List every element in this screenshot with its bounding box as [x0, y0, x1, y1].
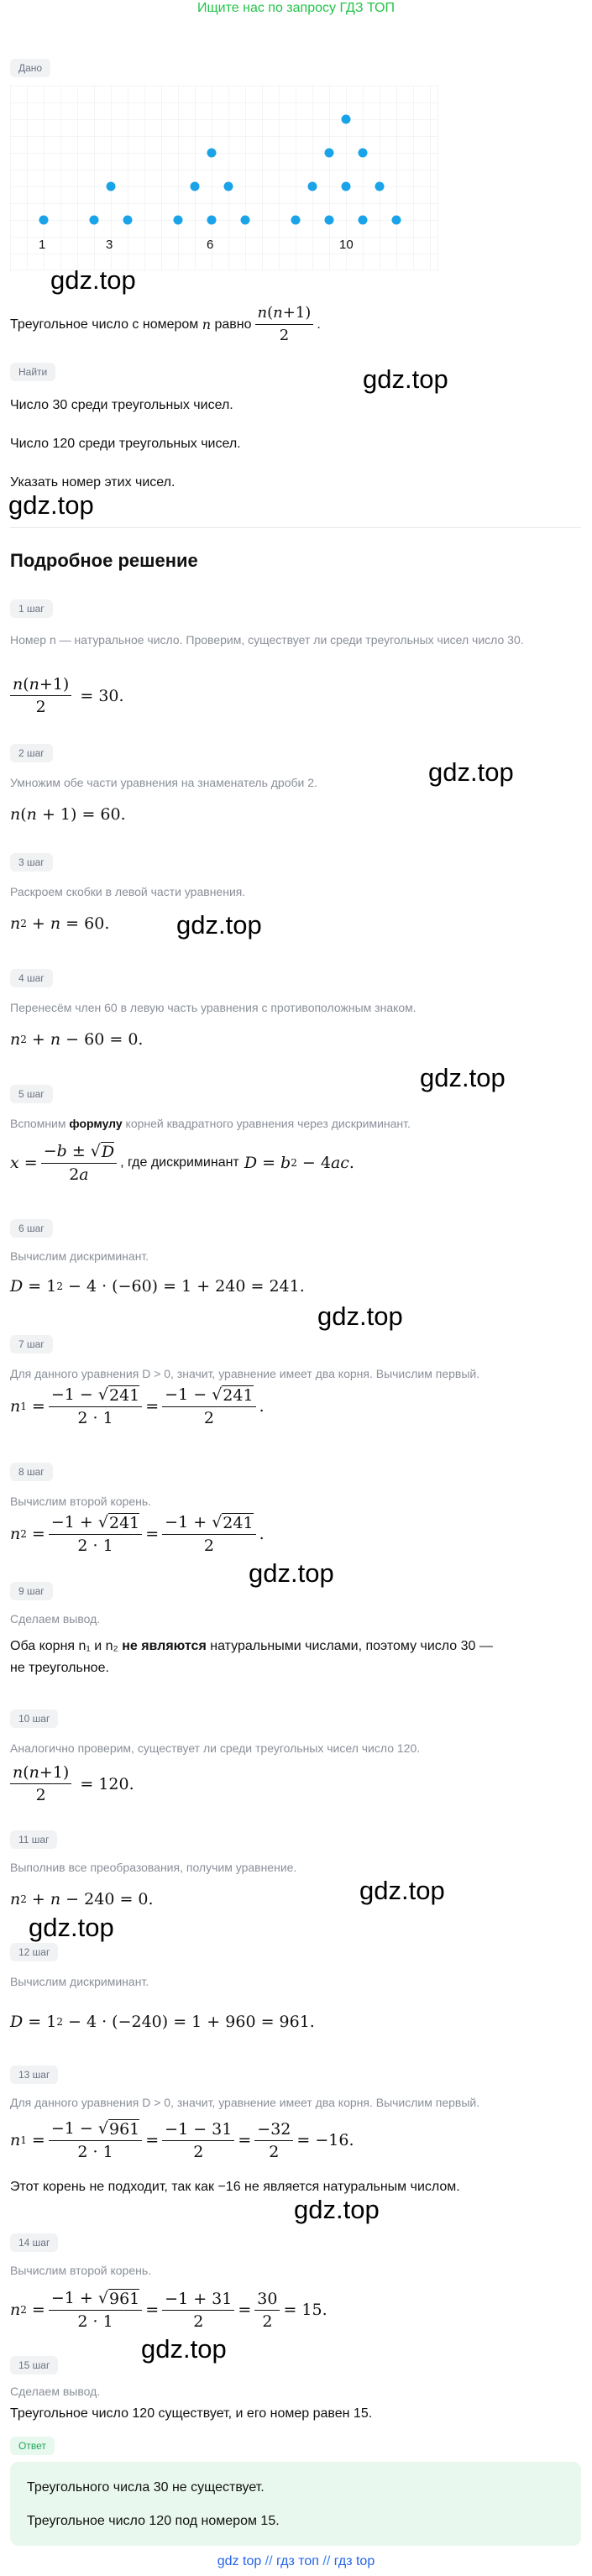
dot: [342, 115, 351, 124]
step-text: Вычислим второй корень.: [10, 1495, 152, 1508]
step-formula: n 1 = −1 − √ 241 2 · 1 = −1 − √ 241 2 .: [10, 1385, 265, 1427]
dot: [308, 182, 317, 191]
step-badge: 2 шаг: [10, 744, 53, 762]
footer-link[interactable]: гдз top: [333, 2554, 375, 2568]
dot: [325, 216, 334, 225]
footer-link[interactable]: гдз топ: [276, 2554, 319, 2568]
step-badge: 10 шаг: [10, 1709, 58, 1728]
conclusion-text: Оба корня n₁ и n₂ не являются натуральными числами, поэтому число 30 —: [10, 1639, 493, 1653]
step-badge: 11 шаг: [10, 1830, 57, 1849]
step-badge: 8 шаг: [10, 1463, 53, 1481]
answer-line: Треугольного числа 30 не существует.: [27, 2480, 265, 2495]
dot: [291, 216, 301, 225]
top-search-link[interactable]: Ищите нас по запросу ГДЗ ТОП: [197, 1, 395, 15]
step-text: Перенесём член 60 в левую часть уравнения с противоположным знаком.: [10, 1001, 416, 1014]
answer-badge: Ответ: [10, 2437, 55, 2455]
conclusion-text: не треугольное.: [10, 1661, 109, 1675]
step-text: Вычислим дискриминант.: [10, 1249, 149, 1263]
triangle-label: 10: [339, 238, 354, 252]
answer-line: Треугольное число 120 под номером 15.: [27, 2514, 280, 2528]
watermark: gdz.top: [317, 1301, 403, 1331]
footer-link[interactable]: gdz top: [217, 2554, 262, 2568]
step-formula: n 2 + n = 60.: [10, 914, 110, 933]
conclusion-text: Треугольное число 120 существует, и его номер равен 15.: [10, 2406, 373, 2421]
watermark: gdz.top: [141, 2334, 227, 2364]
step-badge: 1 шаг: [10, 599, 53, 618]
step-text: Для данного уравнения D > 0, значит, уравнение имеет два корня. Вычислим первый.: [10, 2096, 480, 2109]
dot: [107, 182, 116, 191]
given-badge: Дано: [10, 59, 50, 77]
dot: [191, 182, 200, 191]
triangle-label: 1: [39, 238, 46, 252]
watermark: gdz.top: [249, 1558, 334, 1588]
step-text: Аналогично проверим, существует ли среди треугольных чисел число 120.: [10, 1741, 421, 1755]
triangle-label: 6: [207, 238, 214, 252]
dot: [224, 182, 233, 191]
watermark: gdz.top: [294, 2195, 380, 2224]
step-formula: n 2 + n − 240 = 0.: [10, 1890, 154, 1908]
dot: [241, 216, 250, 225]
dot: [90, 216, 99, 225]
step-badge: 3 шаг: [10, 853, 53, 872]
step-text: Вспомним формулу корней квадратного уравнения через дискриминант.: [10, 1117, 411, 1130]
watermark: gdz.top: [420, 1063, 506, 1092]
step-text: Умножим обе части уравнения на знаменатель дроби 2.: [10, 776, 317, 789]
step-badge: 15 шаг: [10, 2356, 58, 2374]
dot: [207, 216, 217, 225]
watermark: gdz.top: [8, 490, 94, 520]
step-note: Этот корень не подходит, так как −16 не является натуральным числом.: [10, 2180, 460, 2194]
dot: [342, 182, 351, 191]
step-formula: x = −b ± √ D 2a , где дискриминант D = b 2 − 4 ac .: [10, 1142, 354, 1184]
step-badge: 5 шаг: [10, 1085, 53, 1103]
given-statement: Треугольное число с номером n равно $\frac{n(n+1)}{2}$ .: [10, 304, 321, 344]
step-text: Сделаем вывод.: [10, 2385, 101, 2398]
triangle-numbers-figure: [10, 86, 438, 270]
watermark: gdz.top: [176, 910, 262, 940]
step-formula: $\frac{n(n+1)}{2}$ = 120.: [10, 1763, 134, 1804]
step-formula: n ( n + 1) = 60.: [10, 805, 126, 824]
dot: [359, 149, 368, 158]
dot: [392, 216, 401, 225]
formula-link[interactable]: формулу: [69, 1117, 123, 1130]
find-item: Число 30 среди треугольных чисел.: [10, 398, 233, 412]
watermark: gdz.top: [359, 1876, 445, 1905]
dot: [174, 216, 183, 225]
watermark: gdz.top: [363, 364, 448, 394]
dot: [325, 149, 334, 158]
step-formula: D = 1 2 − 4 · (−60) = 1 + 240 = 241.: [10, 1277, 305, 1296]
find-badge: Найти: [10, 363, 55, 381]
step-text: Выполнив все преобразования, получим уравнение.: [10, 1861, 297, 1874]
step-badge: 12 шаг: [10, 1943, 58, 1961]
step-badge: 14 шаг: [10, 2233, 58, 2252]
step-formula: n 2 = −1 + √ 241 2 · 1 = −1 + √ 241 2 .: [10, 1513, 265, 1555]
watermark: gdz.top: [428, 757, 514, 787]
find-item: Указать номер этих чисел.: [10, 475, 176, 490]
watermark: gdz.top: [50, 265, 136, 295]
watermark: gdz.top: [29, 1913, 114, 1942]
dot: [123, 216, 133, 225]
step-formula: n 1 = −1 − √ 961 2 · 1 = $\frac{-1 - 31}{2}$ = $\frac{-32}{2}$ = −16.: [10, 2119, 354, 2161]
step-text: Номер n — натуральное число. Проверим, существует ли среди треугольных чисел число 30.: [10, 633, 524, 647]
step-text: Раскроем скобки в левой части уравнения.: [10, 885, 246, 898]
dot: [207, 149, 217, 158]
step-badge: 9 шаг: [10, 1582, 53, 1600]
step-formula: n 2 + n − 60 = 0.: [10, 1030, 144, 1049]
solution-title: Подробное решение: [10, 550, 198, 571]
dot: [375, 182, 385, 191]
step-text: Вычислим дискриминант.: [10, 1975, 149, 1988]
step-text: Вычислим второй корень.: [10, 2264, 152, 2277]
divider: [10, 527, 581, 528]
step-badge: 13 шаг: [10, 2066, 58, 2084]
step-text: Для данного уравнения D > 0, значит, уравнение имеет два корня. Вычислим первый.: [10, 1367, 480, 1380]
dot: [39, 216, 49, 225]
step-badge: 7 шаг: [10, 1335, 53, 1353]
step-text: Сделаем вывод.: [10, 1612, 101, 1626]
answer-box: [10, 2462, 581, 2546]
step-badge: 6 шаг: [10, 1219, 53, 1238]
step-formula: D = 1 2 − 4 · (−240) = 1 + 960 = 961.: [10, 2013, 315, 2031]
step-formula: n 2 = −1 + √ 961 2 · 1 = $\frac{-1 + 31}{2}$ = $\frac{30}{2}$ = 15.: [10, 2289, 327, 2331]
dot: [359, 216, 368, 225]
step-formula: $\frac{n(n+1)}{2}$ = 30.: [10, 675, 124, 716]
find-item: Число 120 среди треугольных чисел.: [10, 437, 241, 451]
step-badge: 4 шаг: [10, 969, 53, 987]
triangle-label: 3: [106, 238, 113, 252]
footer-links: gdz top // гдз топ // гдз top: [217, 2554, 375, 2568]
